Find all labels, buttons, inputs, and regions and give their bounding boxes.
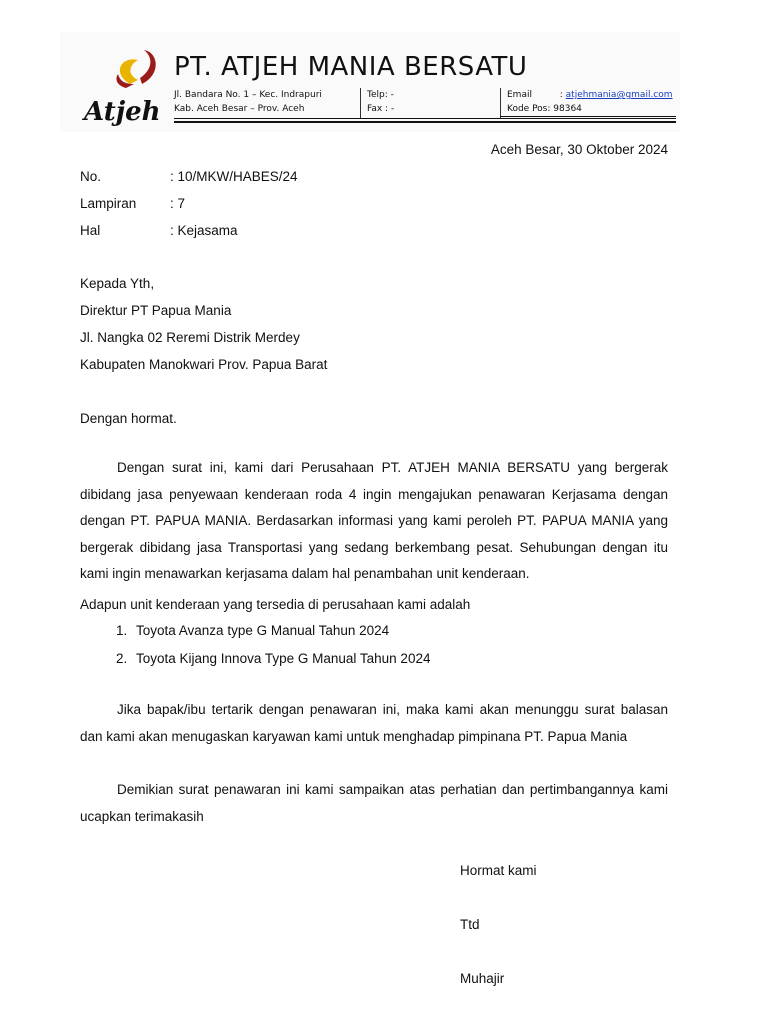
company-logo — [82, 44, 182, 126]
fax-text: Fax : - — [367, 104, 395, 114]
body-paragraph-3 — [80, 777, 668, 830]
recipient-line: Kepada Yth, — [80, 276, 155, 291]
recipient-line: Direktur PT Papua Mania — [80, 303, 232, 318]
paragraph-2-text: Jika bapak/ibu tertarik dengan penawaran ini, maka kami akan menunggu surat balasan dan kami akan menugaskan karyawan kami untuk menghadap pimpinana PT. Papua Mania — [80, 702, 668, 744]
email-row — [507, 88, 683, 102]
company-name: PT. ATJEH MANIA BERSATU — [174, 52, 528, 82]
units-intro: Adapun unit kenderaan yang tersedia di perusahaan kami adalah — [80, 597, 471, 612]
header-rule-short — [500, 116, 676, 117]
paragraph-3-text: Demikian surat penawaran ini kami sampaikan atas perhatian dan pertimbangannya kami ucapkan terimakasih — [80, 782, 668, 824]
closing-signature: Ttd — [460, 917, 480, 932]
ref-hal-value: : Kejasama — [170, 223, 238, 238]
company-phone-fax — [360, 88, 503, 118]
address-line-1: Jl. Bandara No. 1 – Kec. Indrapuri — [174, 90, 322, 100]
list-item — [116, 622, 389, 640]
letterhead — [60, 32, 680, 132]
logo-swirl-yellow — [120, 59, 138, 84]
closing-name: Muhajir — [460, 971, 505, 986]
list-item — [116, 650, 430, 668]
header-rule-thin — [174, 118, 676, 119]
list-number: 1. — [116, 623, 128, 638]
company-address — [174, 88, 354, 118]
paragraph-1-text: Dengan surat ini, kami dari Perusahaan PT. ATJEH MANIA BERSATU yang bergerak dibidang jasa penyewaan kenderaan roda 4 ingin mengajukan penawaran Kerjasama dengan dengan PT. PAPUA MANIA. Berdasarkan informasi yang kami peroleh PT. PAPUA MANIA yang bergerak dibidang jasa Transportasi yang sedang berkembang pesat. Sehubungan dengan itu kami ingin menawarkan kerjasama dalam hal penambahan unit kenderaan. — [80, 460, 668, 581]
list-number: 2. — [116, 651, 128, 666]
ref-lampiran-value: : 7 — [170, 196, 186, 211]
address-line-2: Kab. Aceh Besar – Prov. Aceh — [174, 104, 305, 114]
letter-date: Aceh Besar, 30 Oktober 2024 — [490, 142, 668, 157]
kodepos-text: Kode Pos: 98364 — [507, 104, 582, 114]
recipient-line: Kabupaten Manokwari Prov. Papua Barat — [80, 357, 328, 372]
body-paragraph-2 — [80, 697, 668, 750]
body-paragraph-1 — [80, 455, 668, 588]
salutation: Dengan hormat. — [80, 411, 177, 426]
ref-no-label: No. — [80, 169, 102, 184]
email-separator: : — [559, 90, 563, 100]
telp-text: Telp: - — [367, 90, 394, 100]
recipient-line: Jl. Nangka 02 Reremi Distrik Merdey — [80, 330, 300, 345]
list-text: Toyota Kijang Innova Type G Manual Tahun 2024 — [136, 651, 431, 666]
header-rule-thick — [174, 121, 676, 123]
closing-regards: Hormat kami — [460, 863, 537, 878]
email-link[interactable]: atjehmania@gmail.com — [565, 90, 673, 100]
ref-lampiran-label: Lampiran — [80, 196, 137, 211]
company-contact — [500, 88, 683, 118]
logo-swirl-red — [140, 50, 156, 84]
ref-hal-label: Hal — [80, 223, 101, 238]
logo-wordmark: Atjeh — [84, 97, 161, 126]
list-text: Toyota Avanza type G Manual Tahun 2024 — [136, 623, 390, 638]
email-label: Email — [507, 90, 532, 100]
ref-no-value: : 10/MKW/HABES/24 — [170, 169, 298, 184]
